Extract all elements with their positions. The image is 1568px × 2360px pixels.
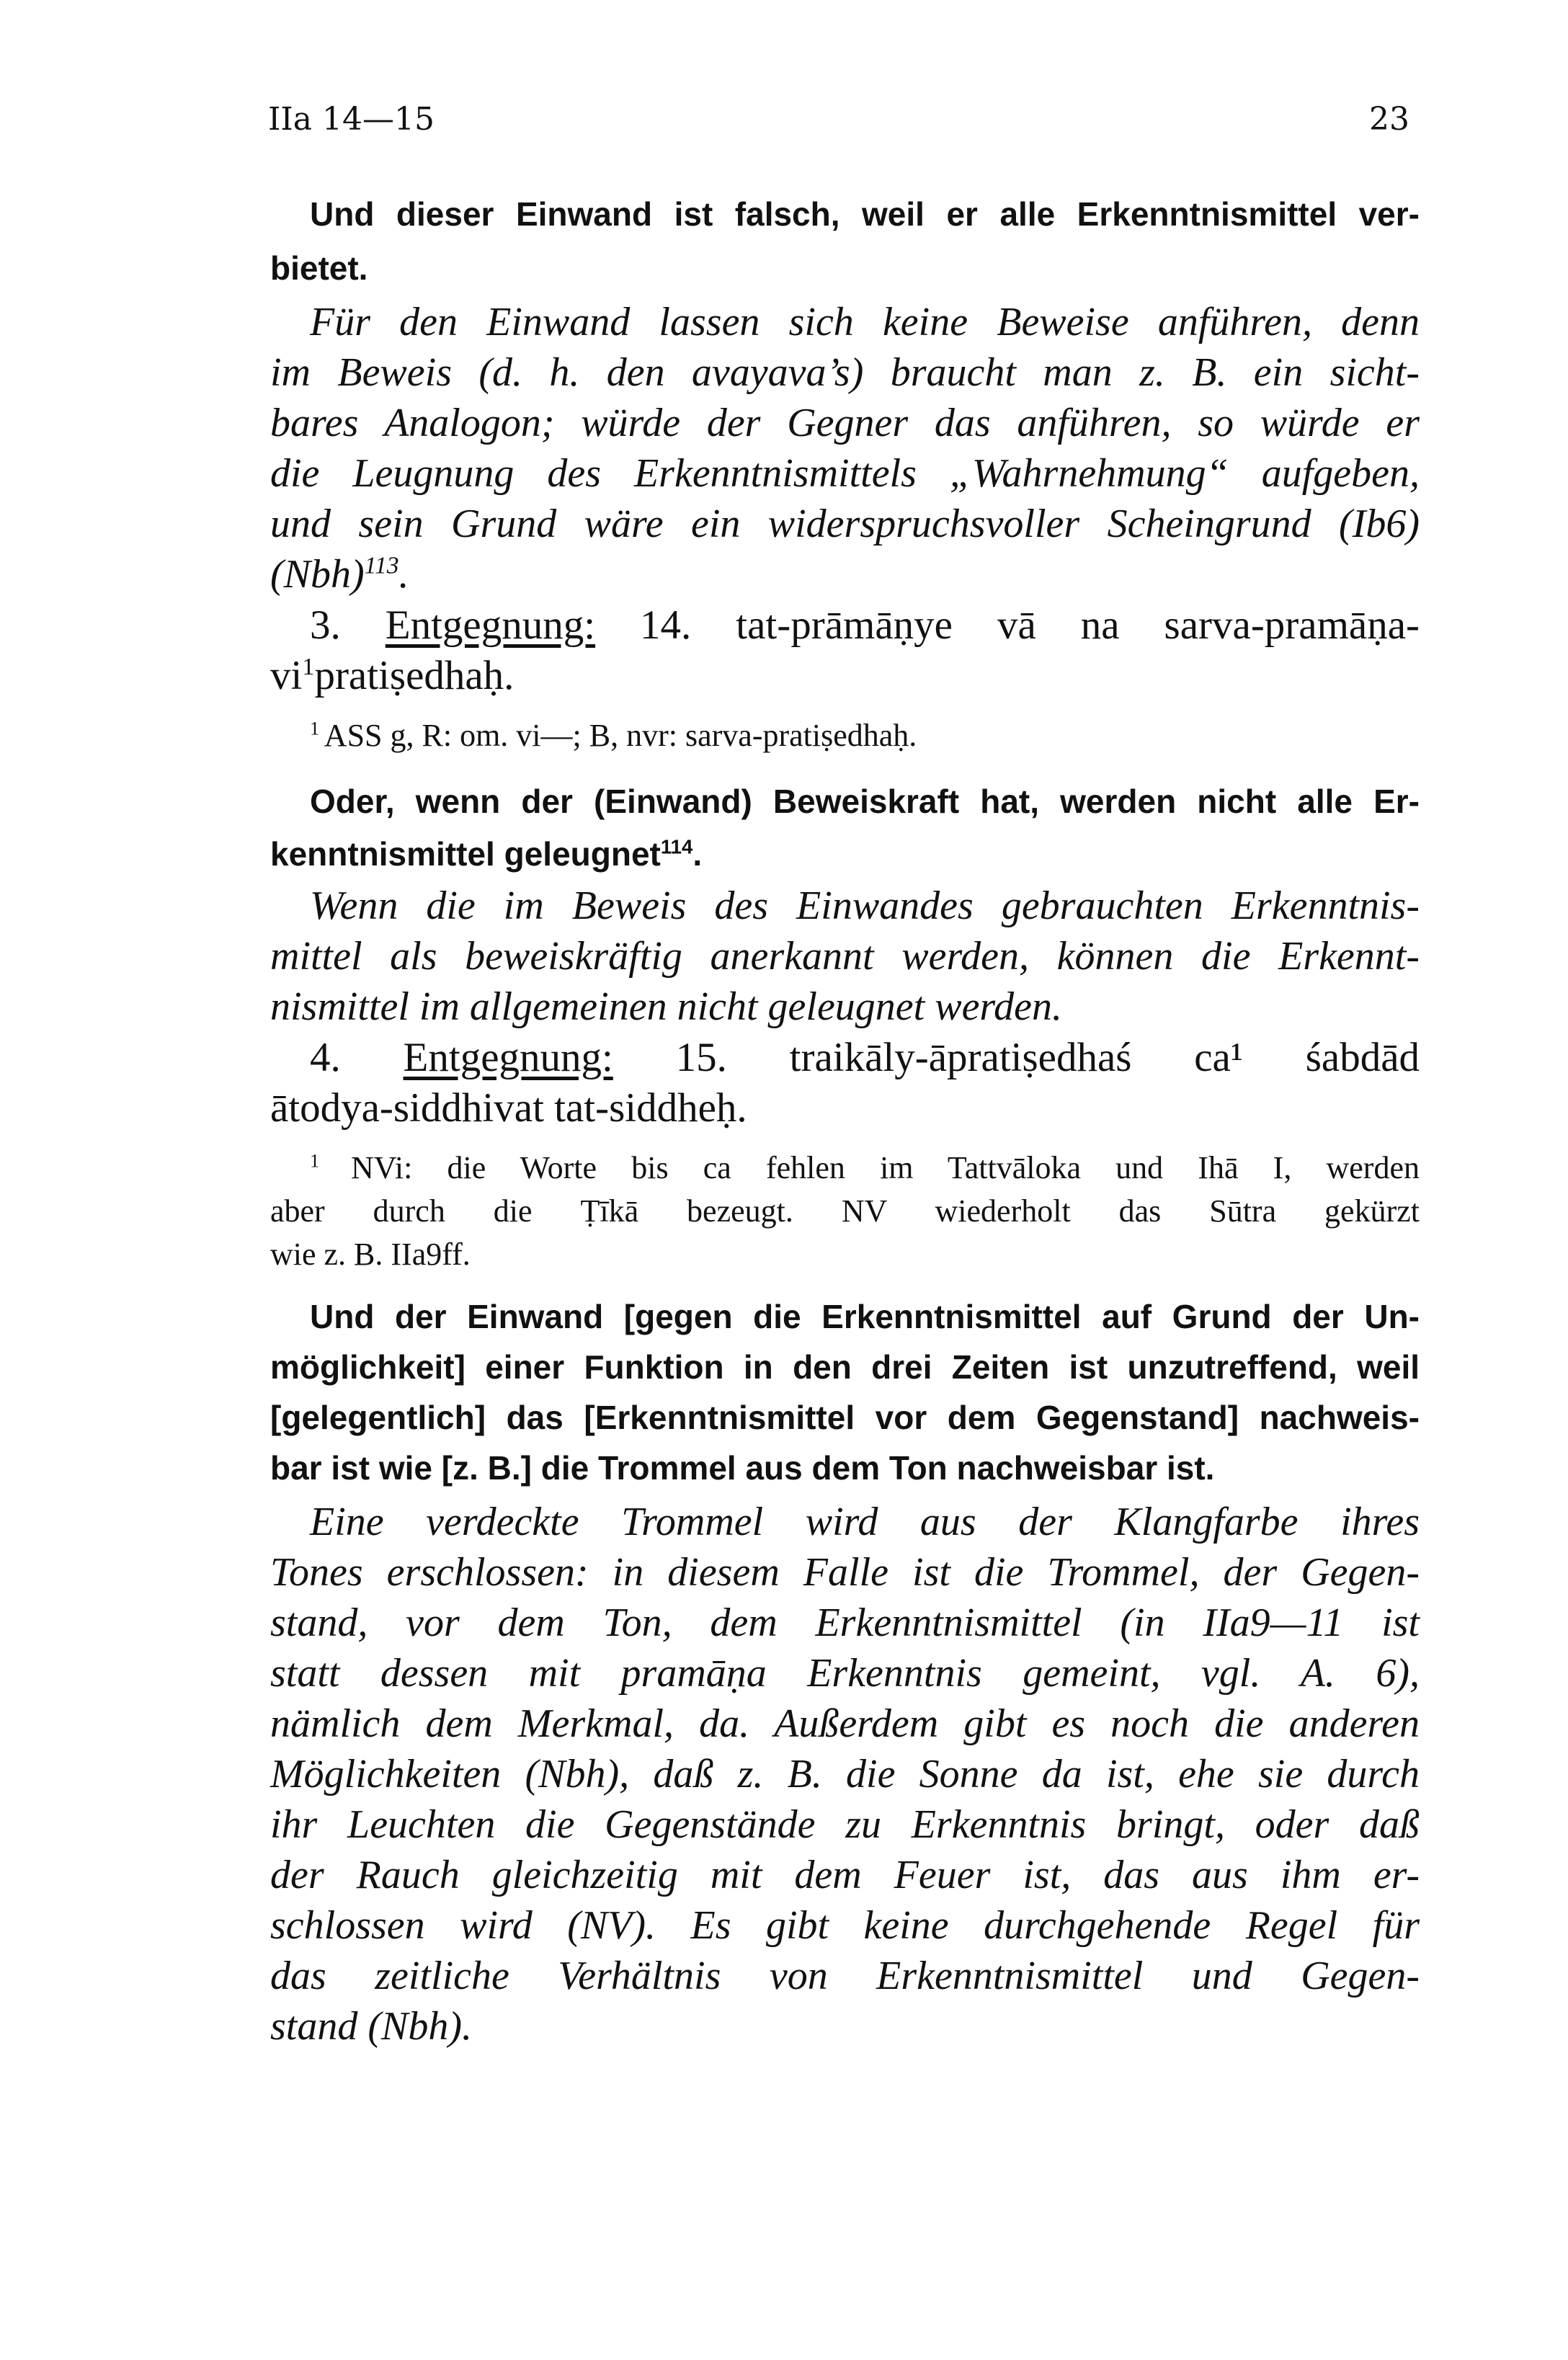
text-line [270,450,1420,497]
footnote-reference: 113 [364,552,399,579]
line-text: möglichkeit] einer Funktion in den drei Zeiten ist unzutreffend, weil [270,1348,1420,1386]
text-line [270,1600,1420,1646]
line-suffix: pratiṣedhaḥ. [314,653,514,698]
footnote-reference: 1 [302,654,315,680]
line-text: nismittel im allgemeinen nicht geleugnet werden. [270,984,1062,1029]
line-text: vi [270,653,303,698]
text-line [270,1902,1420,1949]
text-line [270,1650,1420,1696]
text-line [270,501,1420,547]
line-text: bietet. [270,249,368,287]
line-text: [gelegentlich] das [Erkenntnismittel vor dem Gegenstand] nachweis- [270,1399,1420,1436]
footnote-marker: 1 [310,717,324,739]
text-line [270,1751,1420,1797]
underlined-heading: Entgegnung: [403,1035,613,1080]
text-line [270,1348,1420,1386]
line-text: die Leugnung des Erkenntnismittels „Wahrnehmung“ aufgeben, [270,451,1420,496]
line-text: aber durch die Ṭīkā bezeugt. NV wiederholt das Sūtra gekürzt [270,1193,1420,1229]
line-text: im Beweis (d. h. den avayava’s) braucht man z. B. ein sicht- [270,350,1420,395]
line-text: der Rauch gleichzeitig mit dem Feuer ist, das aus ihm er- [270,1853,1420,1897]
line-text: bar ist wie [z. B.] die Trommel aus dem Ton nachweisbar ist. [270,1449,1215,1487]
line-text: ātodya-siddhivat tat-siddheḥ. [270,1085,747,1131]
text-line [310,195,1420,233]
text-line [310,1499,1420,1545]
text-line [270,933,1420,979]
text-line [270,1448,1214,1487]
line-text: Möglichkeiten (Nbh), daß z. B. die Sonne da ist, ehe sie durch [270,1752,1420,1796]
text-line [310,883,1420,929]
line-text: bares Analogon; würde der Gegner das anführen, so würde er [270,401,1420,445]
text-line [270,1085,747,1131]
line-text: ASS g, R: om. vi—; B, nvr: sarva-pratiṣedhaḥ. [324,718,917,753]
text-line [270,1802,1420,1848]
line-text: das zeitliche Verhältnis von Erkenntnismittel und Gegen- [270,1954,1420,1998]
text-line [270,2003,472,2049]
line-text: Oder, wenn der (Einwand) Beweiskraft hat, werden nicht alle Er- [310,783,1420,820]
page-number: 23 [1369,101,1409,138]
line-text: statt dessen mit pramāṇa Erkenntnis gemeint, vgl. A. 6), [270,1651,1420,1696]
text-line [270,349,1420,396]
text-line [270,652,514,699]
text-line [270,1953,1420,1999]
text-line [270,249,368,288]
footnote-marker: 1 [310,1149,351,1172]
text-line [270,551,409,597]
text-line [270,1701,1420,1747]
line-text: Tones erschlossen: in diesem Falle ist die Trommel, der Gegen- [270,1550,1420,1595]
text-line [310,1034,1420,1081]
text-line [310,299,1420,345]
text-line [270,1398,1420,1437]
line-text: NVi: die Worte bis ca fehlen im Tattvāloka und Ihā I, werden [350,1150,1420,1185]
line-text: mittel als beweiskräftig anerkannt werden, können die Erkennt- [270,934,1420,979]
text-line [270,400,1420,446]
line-suffix: . [398,552,409,597]
line-text: stand (Nbh). [270,2004,472,2049]
underlined-heading: Entgegnung: [385,602,596,648]
text-line [270,984,1062,1030]
footnote-reference: 114 [660,835,693,858]
text-line [270,1549,1420,1595]
text-line [270,1236,471,1273]
text-line [310,1149,1420,1186]
line-text: Und dieser Einwand ist falsch, weil er alle Erkenntnismittel ver- [310,195,1420,233]
text-line [270,1852,1420,1898]
line-text: (Nbh) [270,552,365,597]
line-text: 3. Entgegnung: 14. tat-prāmāṇye vā na sarva-pramāṇa- [310,602,1420,648]
line-text: kenntnismittel geleugnet [270,835,661,873]
line-text: Wenn die im Beweis des Einwandes gebrauchten Erkenntnis- [310,883,1420,928]
line-text: schlossen wird (NV). Es gibt keine durchgehende Regel für [270,1903,1420,1948]
line-text: ihr Leuchten die Gegenstände zu Erkenntnis bringt, oder daß [270,1802,1420,1847]
text-line [270,1193,1420,1229]
line-text: und sein Grund wäre ein widerspruchsvoller Scheingrund (Ib6) [270,502,1420,546]
line-text: nämlich dem Merkmal, da. Außerdem gibt es noch die anderen [270,1701,1420,1746]
text-line [270,834,702,873]
line-text: 4. Entgegnung: 15. traikāly-āpratiṣedhaś ca¹ śabdād [310,1035,1420,1080]
line-text: Für den Einwand lassen sich keine Beweise anführen, denn [310,300,1420,344]
text-line [310,602,1420,649]
line-suffix: . [692,835,703,873]
line-text: Und der Einwand [gegen die Erkenntnismittel auf Grund der Un- [310,1298,1420,1335]
running-header: IIa 14—15 [268,101,435,138]
text-line [310,1297,1420,1336]
line-text: stand, vor dem Ton, dem Erkenntnismittel (in IIa9—11 ist [270,1600,1420,1645]
text-line [310,717,917,754]
text-line [310,782,1420,821]
line-text: wie z. B. IIa9ff. [270,1237,471,1272]
line-text: Eine verdeckte Trommel wird aus der Klangfarbe ihres [310,1500,1420,1544]
